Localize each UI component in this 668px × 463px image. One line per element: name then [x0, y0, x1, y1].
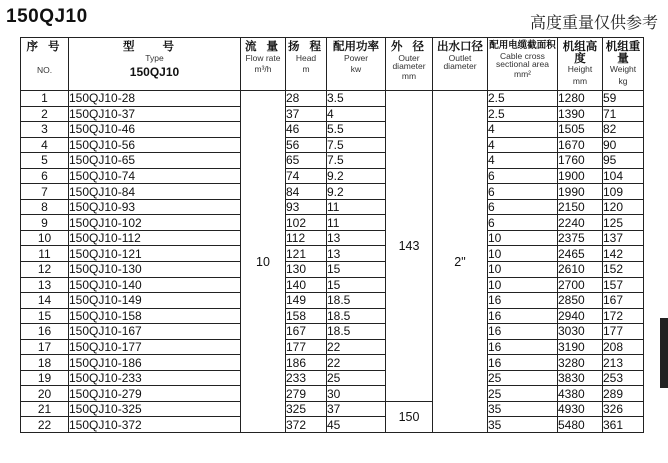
- table-row: [21, 168, 644, 184]
- cell-power: 13: [327, 246, 386, 262]
- cell-no: 13: [21, 277, 69, 293]
- cell-height: 4380: [558, 386, 603, 402]
- header-type: [69, 38, 241, 91]
- table-row: [21, 153, 644, 169]
- cell-no: 21: [21, 401, 69, 417]
- table-row: [21, 91, 644, 107]
- cell-type: 150QJ10-233: [69, 370, 241, 386]
- header-outlet: [433, 38, 488, 91]
- cell-cable: 6: [488, 199, 558, 215]
- cell-type: 150QJ10-65: [69, 153, 241, 169]
- cell-type: 150QJ10-102: [69, 215, 241, 231]
- header-height-en: Height: [567, 64, 593, 74]
- cell-cable: 16: [488, 324, 558, 340]
- cell-no: 11: [21, 246, 69, 262]
- header-flow-unit: m³/h: [254, 64, 272, 75]
- cell-head: 279: [286, 386, 327, 402]
- cell-cable: 6: [488, 215, 558, 231]
- table-row: [21, 137, 644, 153]
- header-cable-zh: 配用电缆截面积: [489, 40, 556, 51]
- header-head-unit: m: [302, 64, 310, 75]
- cell-power: 30: [327, 386, 386, 402]
- cell-no: 15: [21, 308, 69, 324]
- cell-power: 7.5: [327, 153, 386, 169]
- header-outer-zh: 外 径: [390, 39, 427, 53]
- cell-weight: 213: [603, 355, 644, 371]
- cell-cable: 10: [488, 262, 558, 278]
- table-row: [21, 277, 644, 293]
- table-row: [21, 106, 644, 122]
- cell-type: 150QJ10-158: [69, 308, 241, 324]
- cell-head: 65: [286, 153, 327, 169]
- header-head: [286, 38, 327, 91]
- table-row: [21, 386, 644, 402]
- cell-cable: 4: [488, 153, 558, 169]
- cell-power: 25: [327, 370, 386, 386]
- cell-weight: 157: [603, 277, 644, 293]
- cell-type: 150QJ10-37: [69, 106, 241, 122]
- cell-no: 16: [21, 324, 69, 340]
- table-row: [21, 370, 644, 386]
- cell-cable: 10: [488, 246, 558, 262]
- reference-note: 高度重量仅供参考: [529, 13, 658, 32]
- cell-cable: 4: [488, 137, 558, 153]
- header-outer: [386, 38, 433, 91]
- table-row: [21, 308, 644, 324]
- cell-power: 7.5: [327, 137, 386, 153]
- cell-weight: 125: [603, 215, 644, 231]
- cell-height: 2240: [558, 215, 603, 231]
- cell-height: 2610: [558, 262, 603, 278]
- cell-height: 5480: [558, 417, 603, 433]
- cell-height: 1990: [558, 184, 603, 200]
- cell-power: 45: [327, 417, 386, 433]
- cell-head: 177: [286, 339, 327, 355]
- cell-height: 2465: [558, 246, 603, 262]
- cell-height: 2940: [558, 308, 603, 324]
- cell-power: 9.2: [327, 168, 386, 184]
- cell-no: 7: [21, 184, 69, 200]
- header-type-zh: 型 号: [122, 39, 186, 53]
- cell-head: 93: [286, 199, 327, 215]
- cell-type: 150QJ10-130: [69, 262, 241, 278]
- header-weight-zh: 机组重量: [605, 39, 641, 65]
- cell-type: 150QJ10-121: [69, 246, 241, 262]
- cell-weight: 152: [603, 262, 644, 278]
- cell-height: 1390: [558, 106, 603, 122]
- cell-height: 3830: [558, 370, 603, 386]
- table-row: [21, 324, 644, 340]
- cell-head: 372: [286, 417, 327, 433]
- header-power: [327, 38, 386, 91]
- cell-power: 37: [327, 401, 386, 417]
- cell-type: 150QJ10-177: [69, 339, 241, 355]
- cell-head: 112: [286, 230, 327, 246]
- side-tab-marker: [660, 318, 668, 388]
- cell-height: 2850: [558, 293, 603, 309]
- header-cable-en: Cable cross sectional area: [496, 50, 549, 70]
- table-body: [21, 91, 644, 433]
- cell-type: 150QJ10-28: [69, 91, 241, 107]
- table-row: [21, 122, 644, 138]
- header-outlet-en: Outlet diameter: [443, 52, 477, 72]
- cell-weight: 59: [603, 91, 644, 107]
- table-row: [21, 215, 644, 231]
- cell-weight: 95: [603, 153, 644, 169]
- cell-power: 18.5: [327, 308, 386, 324]
- cell-cable: 16: [488, 355, 558, 371]
- cell-no: 4: [21, 137, 69, 153]
- cell-power: 3.5: [327, 91, 386, 107]
- cell-no: 6: [21, 168, 69, 184]
- cell-cable: 16: [488, 293, 558, 309]
- cell-weight: 109: [603, 184, 644, 200]
- table-row: [21, 417, 644, 433]
- header-weight: [603, 38, 644, 91]
- cell-type: 150QJ10-167: [69, 324, 241, 340]
- cell-type: 150QJ10-56: [69, 137, 241, 153]
- header-height-unit: mm: [572, 75, 588, 86]
- cell-outer-merged-b: 150: [386, 401, 433, 432]
- cell-no: 22: [21, 417, 69, 433]
- cell-height: 1670: [558, 137, 603, 153]
- header-type-model: 150QJ10: [129, 65, 180, 80]
- cell-type: 150QJ10-140: [69, 277, 241, 293]
- header-row: [21, 38, 644, 91]
- cell-weight: 167: [603, 293, 644, 309]
- table-row: [21, 262, 644, 278]
- header-outer-en: Outer diameter: [392, 52, 426, 72]
- header-power-zh: 配用功率: [333, 39, 379, 53]
- header-height: [558, 38, 603, 91]
- cell-no: 14: [21, 293, 69, 309]
- header-no-zh: 序 号: [26, 39, 63, 53]
- cell-height: 4930: [558, 401, 603, 417]
- cell-cable: 25: [488, 370, 558, 386]
- cell-cable: 6: [488, 184, 558, 200]
- header-cable: [488, 38, 558, 91]
- cell-height: 1900: [558, 168, 603, 184]
- header-outer-unit: mm: [401, 71, 417, 82]
- cell-weight: 361: [603, 417, 644, 433]
- cell-height: 1505: [558, 122, 603, 138]
- cell-power: 13: [327, 230, 386, 246]
- cell-power: 9.2: [327, 184, 386, 200]
- cell-type: 150QJ10-279: [69, 386, 241, 402]
- cell-head: 84: [286, 184, 327, 200]
- cell-type: 150QJ10-46: [69, 122, 241, 138]
- cell-height: 3030: [558, 324, 603, 340]
- cell-cable: 35: [488, 401, 558, 417]
- cell-type: 150QJ10-372: [69, 417, 241, 433]
- spec-table: [20, 37, 644, 433]
- cell-head: 46: [286, 122, 327, 138]
- cell-power: 18.5: [327, 293, 386, 309]
- cell-no: 3: [21, 122, 69, 138]
- cell-head: 74: [286, 168, 327, 184]
- cell-cable: 16: [488, 339, 558, 355]
- cell-cable: 10: [488, 277, 558, 293]
- cell-cable: 4: [488, 122, 558, 138]
- cell-type: 150QJ10-93: [69, 199, 241, 215]
- header-weight-en: Weight: [609, 64, 637, 74]
- cell-weight: 71: [603, 106, 644, 122]
- cell-head: 140: [286, 277, 327, 293]
- header-flow: [241, 38, 286, 91]
- cell-power: 15: [327, 262, 386, 278]
- header-cable-unit: mm²: [514, 69, 531, 80]
- table-row: [21, 199, 644, 215]
- cell-height: 1760: [558, 153, 603, 169]
- cell-flow-merged: 10: [241, 91, 286, 433]
- cell-head: 37: [286, 106, 327, 122]
- cell-weight: 289: [603, 386, 644, 402]
- cell-no: 8: [21, 199, 69, 215]
- cell-weight: 120: [603, 199, 644, 215]
- cell-type: 150QJ10-74: [69, 168, 241, 184]
- header-flow-en: Flow rate: [245, 52, 281, 63]
- cell-height: 1280: [558, 91, 603, 107]
- table-row: [21, 184, 644, 200]
- cell-type: 150QJ10-84: [69, 184, 241, 200]
- cell-type: 150QJ10-186: [69, 355, 241, 371]
- cell-height: 3280: [558, 355, 603, 371]
- cell-head: 325: [286, 401, 327, 417]
- cell-cable: 2.5: [488, 91, 558, 107]
- cell-power: 15: [327, 277, 386, 293]
- cell-weight: 142: [603, 246, 644, 262]
- header-no: [21, 38, 69, 91]
- header-power-en: Power: [343, 52, 369, 63]
- cell-height: 2375: [558, 230, 603, 246]
- table-row: [21, 401, 644, 417]
- cell-head: 28: [286, 91, 327, 107]
- cell-weight: 172: [603, 308, 644, 324]
- cell-weight: 326: [603, 401, 644, 417]
- cell-weight: 90: [603, 137, 644, 153]
- header-height-zh: 机组高度: [562, 39, 598, 65]
- cell-no: 19: [21, 370, 69, 386]
- header-weight-unit: kg: [618, 75, 628, 86]
- header-type-en: Type: [145, 52, 164, 63]
- cell-no: 10: [21, 230, 69, 246]
- cell-cable: 16: [488, 308, 558, 324]
- cell-height: 3190: [558, 339, 603, 355]
- cell-head: 102: [286, 215, 327, 231]
- cell-head: 158: [286, 308, 327, 324]
- header-head-zh: 扬 程: [287, 39, 324, 53]
- cell-head: 167: [286, 324, 327, 340]
- cell-no: 20: [21, 386, 69, 402]
- table-row: [21, 230, 644, 246]
- table-row: [21, 293, 644, 309]
- cell-cable: 6: [488, 168, 558, 184]
- cell-no: 2: [21, 106, 69, 122]
- cell-power: 11: [327, 199, 386, 215]
- cell-head: 149: [286, 293, 327, 309]
- cell-head: 56: [286, 137, 327, 153]
- cell-cable: 2.5: [488, 106, 558, 122]
- table-row: [21, 339, 644, 355]
- cell-no: 18: [21, 355, 69, 371]
- cell-weight: 177: [603, 324, 644, 340]
- cell-power: 18.5: [327, 324, 386, 340]
- cell-no: 5: [21, 153, 69, 169]
- cell-type: 150QJ10-149: [69, 293, 241, 309]
- cell-head: 186: [286, 355, 327, 371]
- cell-cable: 10: [488, 230, 558, 246]
- cell-weight: 104: [603, 168, 644, 184]
- cell-power: 11: [327, 215, 386, 231]
- table-row: [21, 355, 644, 371]
- cell-power: 5.5: [327, 122, 386, 138]
- cell-weight: 253: [603, 370, 644, 386]
- cell-type: 150QJ10-112: [69, 230, 241, 246]
- header-no-en: NO.: [36, 64, 53, 75]
- cell-no: 9: [21, 215, 69, 231]
- cell-outer-merged-a: 143: [386, 91, 433, 402]
- cell-weight: 208: [603, 339, 644, 355]
- cell-head: 233: [286, 370, 327, 386]
- cell-type: 150QJ10-325: [69, 401, 241, 417]
- cell-no: 1: [21, 91, 69, 107]
- cell-power: 22: [327, 339, 386, 355]
- cell-cable: 25: [488, 386, 558, 402]
- cell-head: 121: [286, 246, 327, 262]
- cell-power: 4: [327, 106, 386, 122]
- cell-outlet-merged: 2": [433, 91, 488, 433]
- cell-head: 130: [286, 262, 327, 278]
- cell-cable: 35: [488, 417, 558, 433]
- table-row: [21, 246, 644, 262]
- cell-height: 2700: [558, 277, 603, 293]
- header-flow-zh: 流 量: [244, 39, 281, 53]
- cell-weight: 82: [603, 122, 644, 138]
- cell-power: 22: [327, 355, 386, 371]
- header-power-unit: kw: [350, 64, 362, 75]
- header-head-en: Head: [295, 52, 317, 63]
- cell-no: 12: [21, 262, 69, 278]
- cell-height: 2150: [558, 199, 603, 215]
- header-outlet-zh: 出水口径: [437, 39, 483, 53]
- cell-no: 17: [21, 339, 69, 355]
- cell-weight: 137: [603, 230, 644, 246]
- page-title: 150QJ10: [6, 6, 88, 27]
